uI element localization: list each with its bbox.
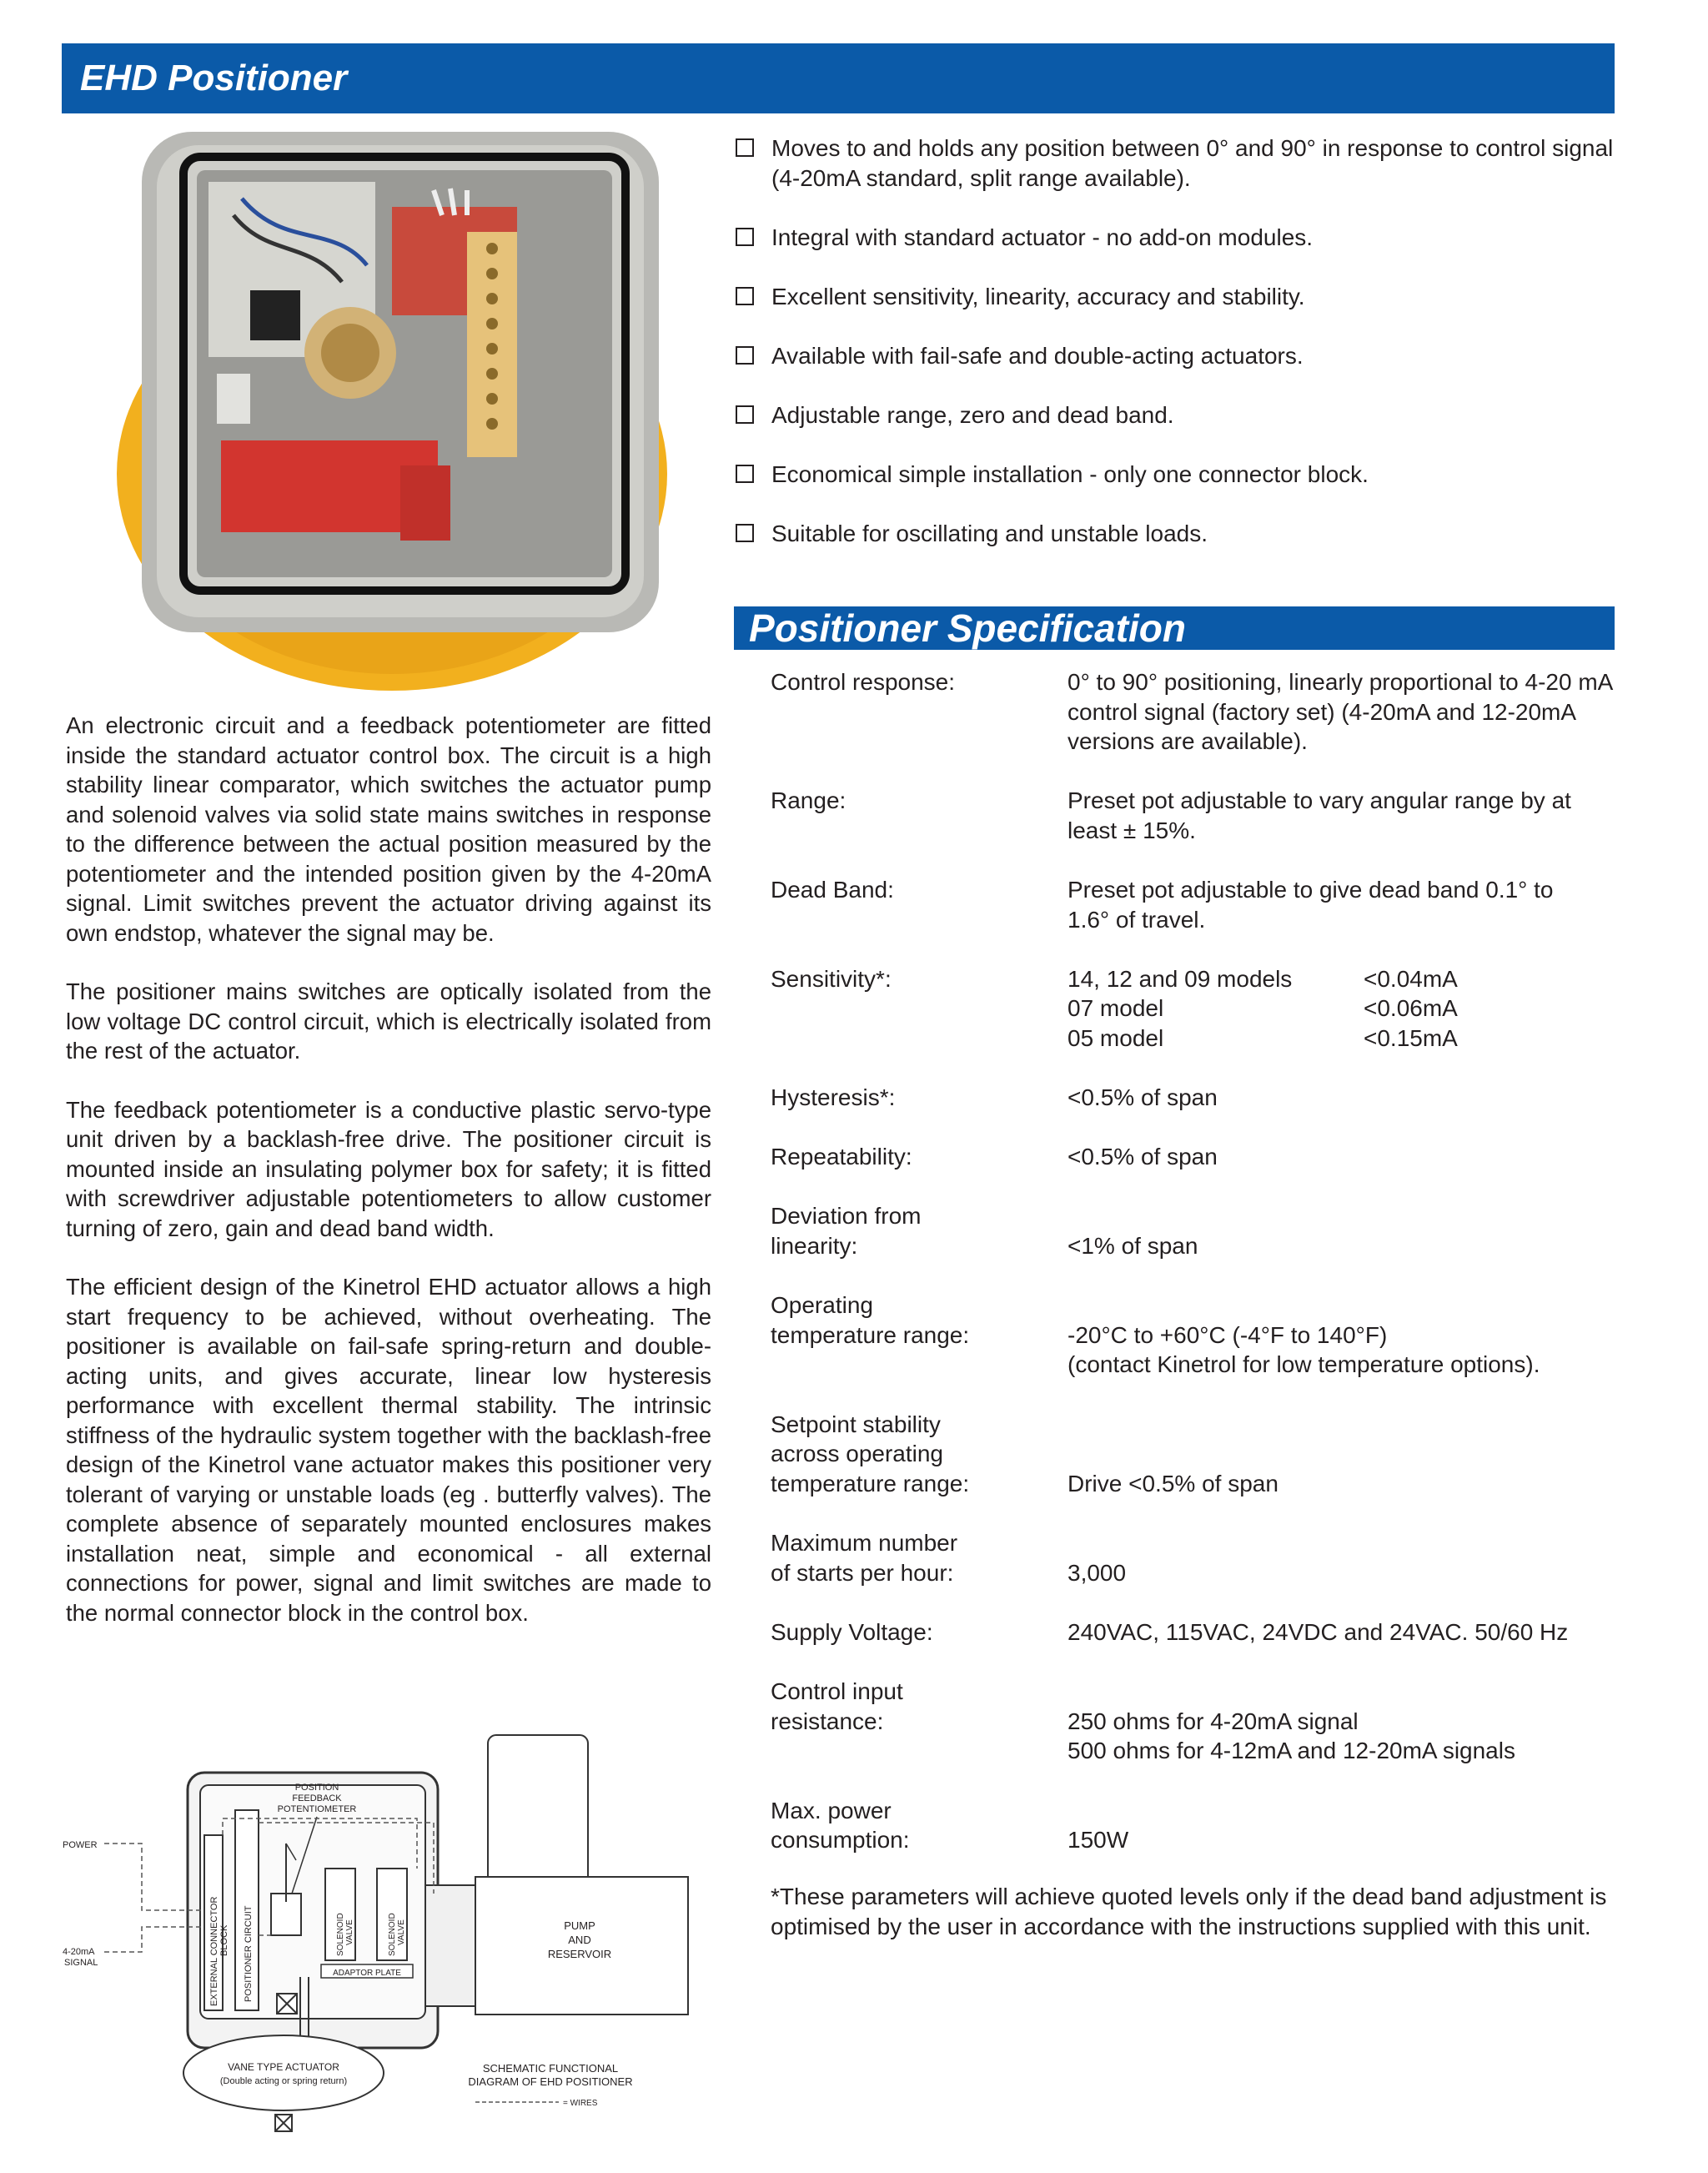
- schem-caption-2: DIAGRAM OF EHD POSITIONER: [468, 2075, 633, 2088]
- checkbox-icon: [736, 138, 754, 157]
- signal-label-1: 4-20mA: [63, 1947, 95, 1957]
- page-title: EHD Positioner: [80, 58, 348, 98]
- vane-label-1: VANE TYPE ACTUATOR: [228, 2061, 339, 2073]
- ext-conn-label-2: BLOCK: [219, 1924, 229, 1956]
- sol2-label-1: SOLENOID: [388, 1913, 397, 1956]
- paragraph: The efficient design of the Kinetrol EHD actuator allows a high start frequency to be achieved, without overheating. The positioner is available on fail-safe spring-return and double-acting units, and gives accurate, linear low hysteresis performance with excellent thermal stability. The intrinsic stiffness of the hydraulic system together with the backlash-free design of the Kinetrol vane actuator makes this positioner very tolerant of varying or unstable loads (eg . butterfly valves). The complete absence of separately mounted enclosures makes installation neat, simple and economical - all external connections for power, signal and limit switches are made to the normal connector block in the control box.: [66, 1274, 711, 1626]
- page-title-bar: [62, 43, 1615, 113]
- schematic-diagram: [50, 1727, 709, 2144]
- sol1-label-2: VALVE: [345, 1919, 354, 1945]
- adaptor-label: ADAPTOR PLATE: [333, 1969, 401, 1978]
- wires-legend: = WIRES: [563, 2099, 598, 2108]
- checkbox-icon: [736, 465, 754, 483]
- list-item: Available with fail-safe and double-acting actuators.: [734, 341, 1618, 371]
- checkbox-icon: [736, 287, 754, 305]
- checkbox-icon: [736, 228, 754, 246]
- vane-label-2: (Double acting or spring return): [219, 2076, 348, 2086]
- list-item: Economical simple installation - only one connector block.: [734, 460, 1618, 490]
- sol2-label-2: VALVE: [397, 1919, 406, 1945]
- pump-label-2: AND: [568, 1934, 591, 1946]
- positioner-photo: [117, 123, 684, 691]
- pump-label-1: PUMP: [564, 1919, 595, 1932]
- power-label: POWER: [63, 1840, 98, 1850]
- list-item: Moves to and holds any position between 0° and 90° in response to control signal (4-20mA standard, split range available).: [734, 133, 1618, 194]
- list-item: Suitable for oscillating and unstable loads.: [734, 519, 1618, 549]
- spec-title: Positioner Specification: [749, 606, 1186, 650]
- pos-fb-label-1: POSITION: [294, 1783, 339, 1793]
- pos-circuit-label: POSITIONER CIRCUIT: [244, 1905, 254, 2002]
- pos-fb-label-3: POTENTIOMETER: [277, 1804, 357, 1814]
- sol1-label-1: SOLENOID: [336, 1913, 345, 1956]
- signal-label-2: SIGNAL: [64, 1958, 98, 1968]
- paragraph: The positioner mains switches are optically isolated from the low voltage DC control circuit, which is electrically isolated from the rest of the actuator.: [66, 978, 711, 1064]
- spec-footnote: *These parameters will achieve quoted levels only if the dead band adjustment is optimised by the user in accordance with the instructions supplied with this unit.: [771, 1884, 1607, 1939]
- pos-fb-label-2: FEEDBACK: [292, 1793, 342, 1803]
- description-text: [66, 711, 711, 1657]
- checkbox-icon: [736, 346, 754, 365]
- paragraph: An electronic circuit and a feedback potentiometer are fitted inside the standard actuator control box. The circuit is a high stability linear comparator, which switches the actuator pump and solenoid valves via solid state mains switches in response to the difference between the actual position measured by the potentiometer and the intended position given by the 4-20mA signal. Limit switches prevent the actuator driving against its own endstop, whatever the signal may be.: [66, 712, 711, 946]
- schem-caption-1: SCHEMATIC FUNCTIONAL: [482, 2062, 619, 2075]
- spec-title-bar: [734, 606, 1615, 650]
- feature-list: [734, 133, 1618, 578]
- list-item: Integral with standard actuator - no add-on modules.: [734, 223, 1618, 253]
- checkbox-icon: [736, 405, 754, 424]
- checkbox-icon: [736, 524, 754, 542]
- pump-label-3: RESERVOIR: [547, 1948, 612, 1960]
- list-item: Adjustable range, zero and dead band.: [734, 400, 1618, 430]
- ext-conn-label-1: EXTERNAL CONNECTOR: [209, 1896, 219, 2006]
- list-item: Excellent sensitivity, linearity, accuracy and stability.: [734, 282, 1618, 312]
- paragraph: The feedback potentiometer is a conductive plastic servo-type unit driven by a backlash-free drive. The positioner circuit is mounted inside an insulating polymer box for safety; it is fitted with screwdriver adjustable potentiometers to allow customer turning of zero, gain and dead band width.: [66, 1096, 711, 1241]
